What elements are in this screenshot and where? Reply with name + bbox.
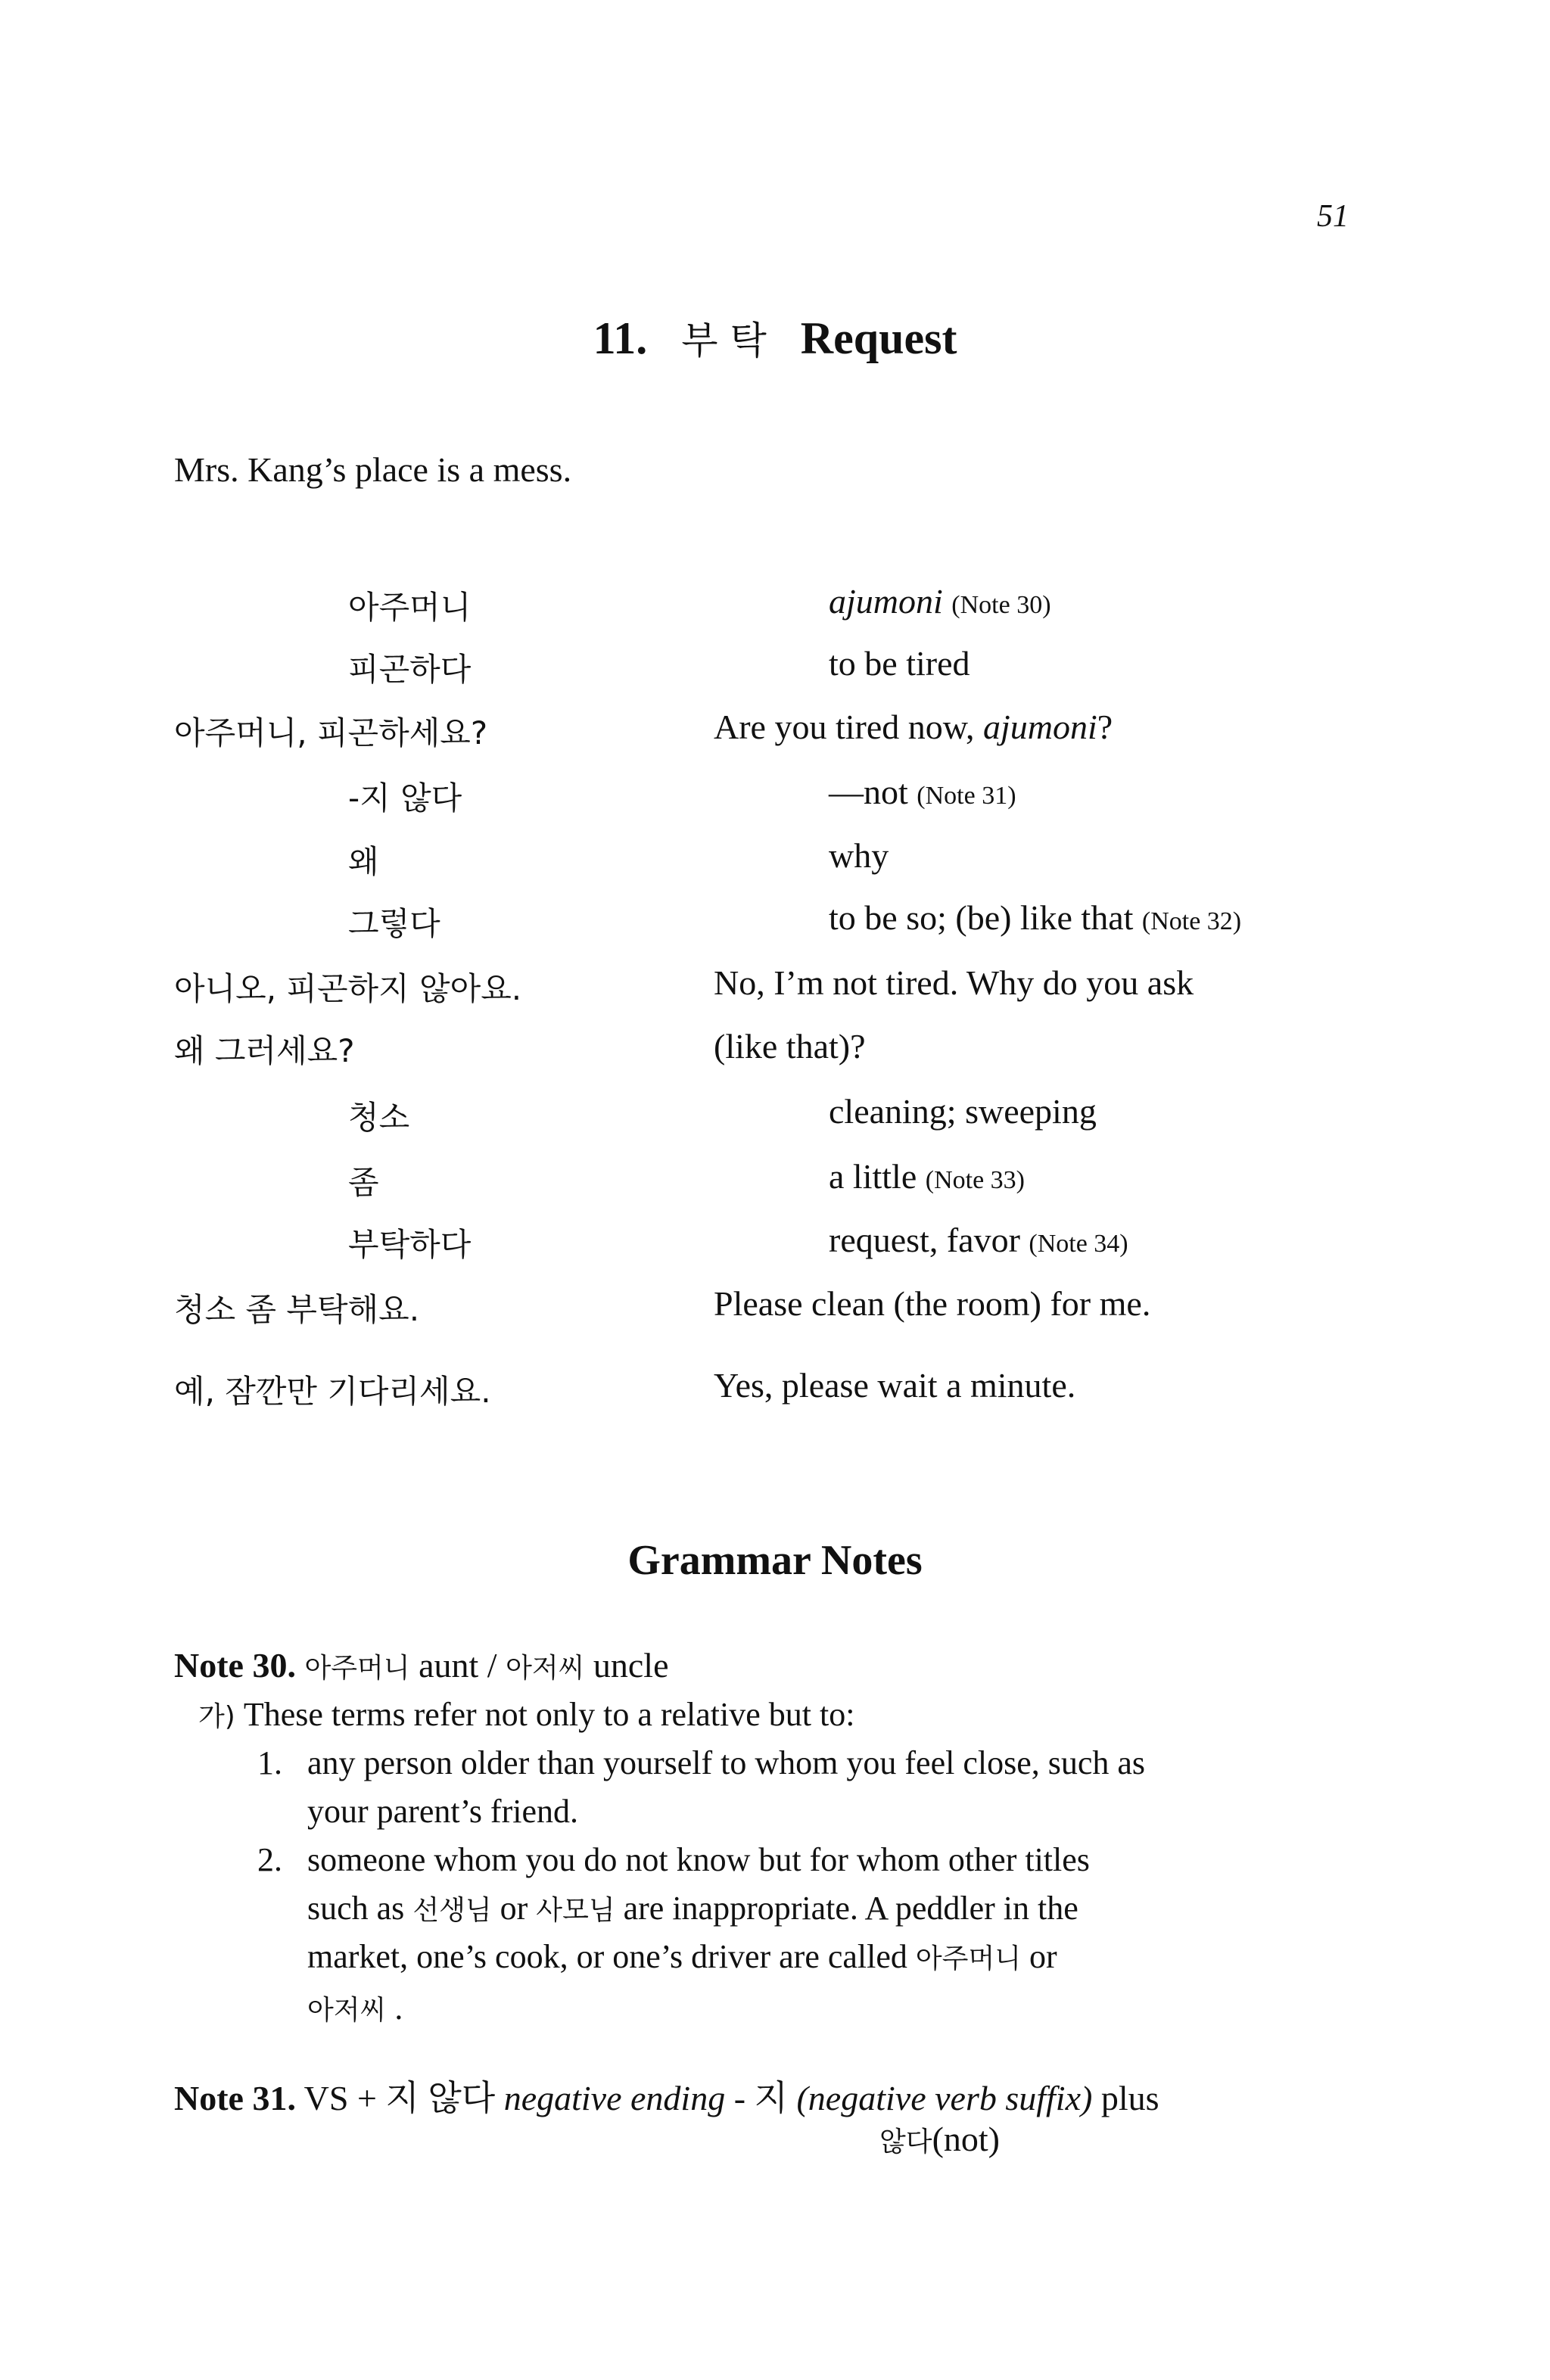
sentence-en: Please clean (the room) for me. <box>714 1284 1151 1323</box>
sentence-ko: 왜 그러세요? <box>174 1032 355 1069</box>
note-30-item-1-cont: your parent’s friend. <box>307 1793 578 1830</box>
note-ref: (Note 33) <box>925 1166 1025 1194</box>
vocab-en-term: ajumoni <box>829 582 943 621</box>
vocab-en <box>829 581 1051 621</box>
vocab-en: cleaning; sweeping <box>829 1092 1097 1131</box>
vocab-en: why <box>829 836 889 875</box>
vocab-ko: 부탁하다 <box>348 1226 472 1263</box>
note-30-item-1-num: 1. <box>257 1744 282 1781</box>
vocab-ko: 왜 <box>348 843 379 880</box>
sentence-ko: 아주머니, 피곤하세요? <box>174 714 488 751</box>
note-31-heading: Note 31. VS + 지 않다 negative ending - 지 (negative verb suffix) plus <box>174 2079 1159 2117</box>
grammar-notes-title: Grammar Notes <box>627 1537 923 1584</box>
lesson-title <box>0 310 1550 365</box>
vocab-en: request, favor (Note 34) <box>829 1221 1128 1259</box>
title-english: Request <box>800 313 957 363</box>
vocab-ko: 피곤하다 <box>348 651 472 688</box>
vocab-ko: -지 않다 <box>348 779 462 817</box>
page-number: 51 <box>1317 199 1349 234</box>
title-number: 11. <box>593 313 648 363</box>
note-30-heading: Note 30. 아주머니 aunt / 아저씨 uncle <box>174 1646 669 1685</box>
note-30-item-2: someone whom you do not know but for whom other titles <box>307 1841 1090 1878</box>
note-31-cont: 않다(not) <box>879 2120 1000 2158</box>
vocab-ko: 청소 <box>348 1099 410 1136</box>
sentence-en: No, I’m not tired. Why do you ask <box>714 963 1194 1002</box>
note-ref: (Note 34) <box>1029 1230 1128 1258</box>
note-ref: (Note 32) <box>1141 907 1242 935</box>
sentence-en: Yes, please wait a minute. <box>714 1366 1076 1405</box>
note-30-item-2-num: 2. <box>257 1841 282 1878</box>
note-30-item-2-cont: such as 선생님 or 사모님 are inappropriate. A peddler in the <box>307 1890 1078 1927</box>
sentence-en: Are you tired now, ajumoni? <box>714 708 1113 746</box>
vocab-en: to be so; (be) like that (Note 32) <box>829 898 1242 937</box>
vocab-en: a little (Note 33) <box>829 1157 1025 1196</box>
vocab-ko: 그렇다 <box>348 905 440 942</box>
title-korean: 부 탁 <box>681 319 767 362</box>
note-30-item-2-cont: 아저씨 . <box>307 1990 403 2027</box>
note-30-item-2-cont: market, one’s cook, or one’s driver are called 아주머니 or <box>307 1938 1057 1975</box>
sentence-ko: 아니오, 피곤하지 않아요. <box>174 970 522 1007</box>
vocab-ko: 좀 <box>348 1164 379 1201</box>
vocab-en: —not (Note 31) <box>829 773 1016 811</box>
note-30-item-1: any person older than yourself to whom you feel close, such as <box>307 1744 1146 1781</box>
note-ref: (Note 31) <box>917 782 1016 810</box>
note-30-sub: 가) These terms refer not only to a relative but to: <box>198 1696 855 1733</box>
sentence-ko: 예, 잠깐만 기다리세요. <box>174 1373 491 1410</box>
sentence-ko: 청소 좀 부탁해요. <box>174 1291 420 1328</box>
note-ref: (Note 30) <box>951 591 1051 619</box>
scene-intro: Mrs. Kang’s place is a mess. <box>174 450 572 489</box>
vocab-en: to be tired <box>829 644 970 683</box>
vocab-ko: 아주머니 <box>348 589 472 626</box>
sentence-en: (like that)? <box>714 1027 866 1066</box>
